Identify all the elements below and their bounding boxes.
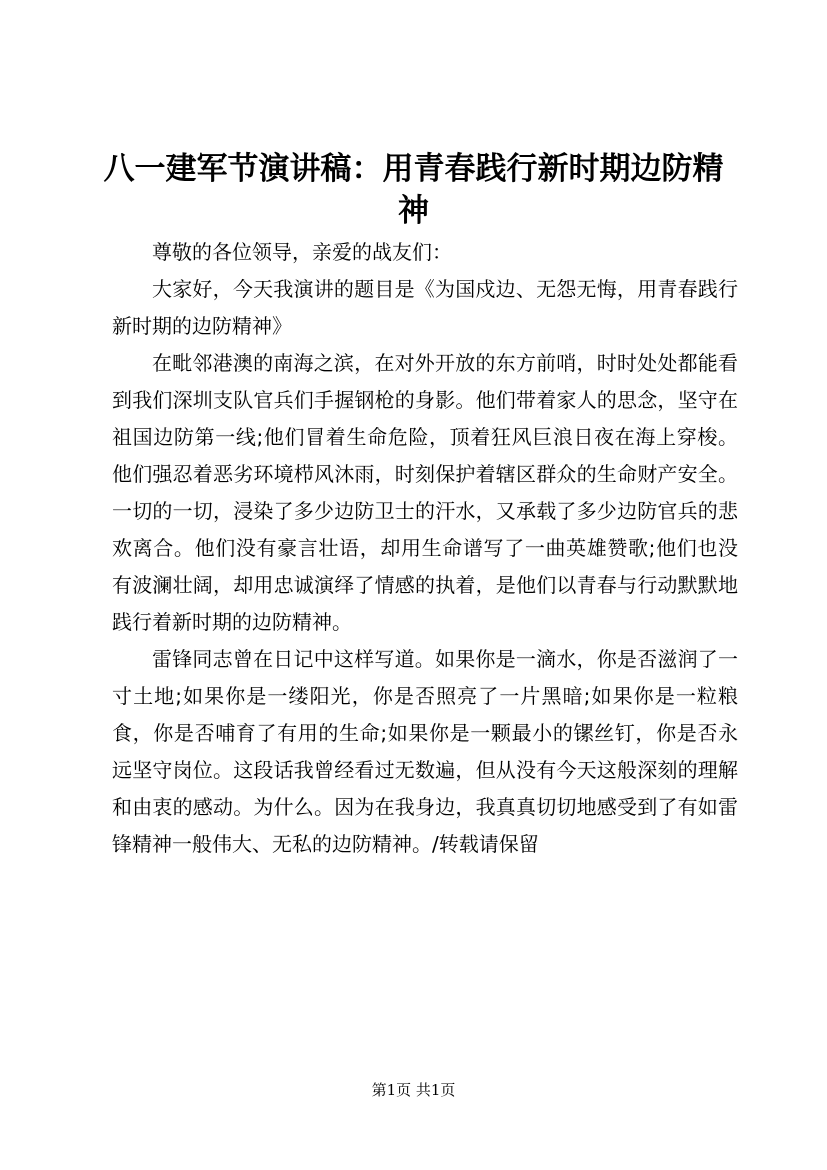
salutation-paragraph: 尊敬的各位领导，亲爱的战友们：	[152, 240, 452, 264]
intro-paragraph: 大家好，今天我演讲的题目是《为国戍边、无怨无悔，用青春践行新时期的边防精神》	[112, 277, 738, 338]
document-title: 八一建军节演讲稿：用青春践行新时期边防精神	[103, 151, 724, 229]
body-paragraph: 在毗邻港澳的南海之滨，在对外开放的东方前哨，时时处处都能看到我们深圳支队官兵们手握钢枪的身影。他们带着家人的思念，坚守在祖国边防第一线;他们冒着生命危险，顶着狂风巨浪日夜在海上穿梭。他们强忍着恶劣环境栉风沐雨，时刻保护着辖区群众的生命财产安全。一切的一切，浸染了多少边防卫士的汗水，又承载了多少边防官兵的悲欢离合。他们没有豪言壮语，却用生命谱写了一曲英雄赞歌;他们也没有波澜壮阔，却用忠诚演绎了情感的执着，是他们以青春与行动默默地践行着新时期的边防精神。	[112, 351, 738, 634]
document-body	[112, 234, 738, 863]
page-number-footer: 第1页 共1页	[371, 1081, 456, 1099]
body-paragraph: 雷锋同志曾在日记中这样写道。如果你是一滴水，你是否滋润了一寸土地;如果你是一缕阳光，你是否照亮了一片黑暗;如果你是一粒粮食，你是否哺育了有用的生命;如果你是一颗最小的镙丝钉，你是否永远坚守岗位。这段话我曾经看过无数遍，但从没有今天这般深刻的理解和由衷的感动。为什么。因为在我身边，我真真切切地感受到了有如雷锋精神一般伟大、无私的边防精神。/转载请保留	[112, 647, 738, 856]
